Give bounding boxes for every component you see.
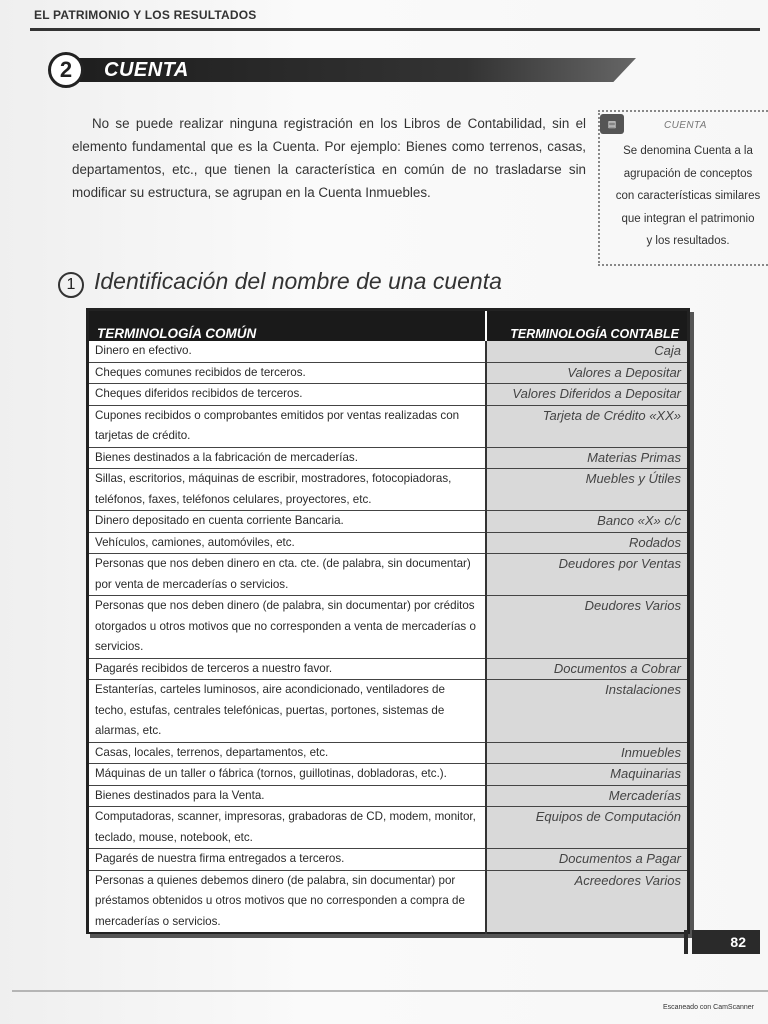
table-row [88, 384, 689, 406]
table-row [88, 849, 689, 871]
account-name-cell: Banco «X» c/c [486, 511, 689, 533]
common-term-cell: Bienes destinados a la fabricación de mercaderías. [88, 447, 487, 469]
common-term-cell: Pagarés de nuestra firma entregados a terceros. [88, 849, 487, 871]
account-name-cell: Deudores por Ventas [486, 554, 689, 596]
common-term-cell: Computadoras, scanner, impresoras, grabadoras de CD, modem, monitor, teclado, mouse, notebook, etc. [88, 807, 487, 849]
table-row [88, 658, 689, 680]
table-row [88, 764, 689, 786]
common-term-cell: Máquinas de un taller o fábrica (tornos, guillotinas, dobladoras, etc.). [88, 764, 487, 786]
account-name-cell: Instalaciones [486, 680, 689, 743]
account-name-cell: Muebles y Útiles [486, 469, 689, 511]
book-icon: ▤ [600, 114, 624, 134]
table-row [88, 785, 689, 807]
common-term-cell: Cheques diferidos recibidos de terceros. [88, 384, 487, 406]
table-row [88, 596, 689, 659]
account-name-cell: Materias Primas [486, 447, 689, 469]
account-name-cell: Inmuebles [486, 742, 689, 764]
common-term-cell: Cupones recibidos o comprobantes emitidos por ventas realizadas con tarjetas de crédito. [88, 405, 487, 447]
common-term-cell: Estanterías, carteles luminosos, aire acondicionado, ventiladores de techo, estufas, centrales telefónicas, puertas, portones, sistemas de alarmas, etc. [88, 680, 487, 743]
table-row [88, 807, 689, 849]
section-title: CUENTA [104, 59, 189, 81]
account-name-cell: Valores a Depositar [486, 362, 689, 384]
common-term-cell: Personas que nos deben dinero en cta. cte. (de palabra, sin documentar) por venta de mercaderías o servicios. [88, 554, 487, 596]
column-header-account: TERMINOLOGÍA CONTABLE [486, 310, 689, 342]
account-name-cell: Valores Diferidos a Depositar [486, 384, 689, 406]
table-row [88, 554, 689, 596]
sidebar-heading: CUENTA [664, 120, 707, 131]
table-row [88, 742, 689, 764]
common-term-cell: Dinero depositado en cuenta corriente Bancaria. [88, 511, 487, 533]
table-row [88, 680, 689, 743]
column-header-common: TERMINOLOGÍA COMÚN [88, 310, 487, 342]
common-term-cell: Personas a quienes debemos dinero (de palabra, sin documentar) por préstamos obtenidos u otros motivos que no corresponden a compra de mercaderías o servicios. [88, 870, 487, 933]
section-number: 2 [48, 52, 84, 88]
account-name-cell: Maquinarias [486, 764, 689, 786]
section-banner [48, 52, 636, 88]
account-name-cell: Deudores Varios [486, 596, 689, 659]
common-term-cell: Sillas, escritorios, máquinas de escribir, mostradores, fotocopiadoras, teléfonos, faxes, teléfonos celulares, proyectores, etc. [88, 469, 487, 511]
common-term-cell: Cheques comunes recibidos de terceros. [88, 362, 487, 384]
account-name-cell: Rodados [486, 532, 689, 554]
table-body [88, 341, 689, 933]
table-row [88, 870, 689, 933]
account-name-cell: Documentos a Cobrar [486, 658, 689, 680]
table-row [88, 469, 689, 511]
common-term-cell: Personas que nos deben dinero (de palabra, sin documentar) por créditos otorgados u otros motivos que no corresponden a venta de mercaderías o servicios. [88, 596, 487, 659]
table-row [88, 532, 689, 554]
subsection-title: Identificación del nombre de una cuenta [94, 268, 502, 294]
table-row [88, 341, 689, 362]
running-header: EL PATRIMONIO Y LOS RESULTADOS [34, 8, 257, 22]
common-term-cell: Casas, locales, terrenos, departamentos, etc. [88, 742, 487, 764]
page-number: 82 [692, 930, 760, 954]
table-row [88, 362, 689, 384]
account-name-cell: Tarjeta de Crédito «XX» [486, 405, 689, 447]
table-header-row [88, 310, 689, 342]
account-name-cell: Documentos a Pagar [486, 849, 689, 871]
header-rule [30, 28, 760, 31]
common-term-cell: Bienes destinados para la Venta. [88, 785, 487, 807]
account-name-cell: Equipos de Computación [486, 807, 689, 849]
intro-text: No se puede realizar ninguna registración en los Libros de Contabilidad, sin el elemento fundamental que es la Cuenta. Por ejemplo: Bienes como terrenos, casas, departamentos, etc., que tienen la característica en común de no trasladarse sin modificar su estructura, se agrupan en la Cuenta Inmuebles. [72, 116, 586, 200]
accounts-table [86, 308, 690, 934]
scanner-watermark: Escaneado con CamScanner [662, 1004, 754, 1011]
account-name-cell: Acreedores Varios [486, 870, 689, 933]
common-term-cell: Pagarés recibidos de terceros a nuestro favor. [88, 658, 487, 680]
common-term-cell: Vehículos, camiones, automóviles, etc. [88, 532, 487, 554]
bottom-rule [12, 990, 768, 992]
account-name-cell: Caja [486, 341, 689, 362]
account-name-cell: Mercaderías [486, 785, 689, 807]
intro-paragraph [72, 112, 586, 204]
table-row [88, 511, 689, 533]
table-row [88, 447, 689, 469]
table-row [88, 405, 689, 447]
sidebar-body: Se denomina Cuenta a la agrupación de conceptos con características similares que integran el patrimonio y los resultados. [615, 145, 761, 247]
subsection-number: 1 [58, 272, 84, 298]
definition-sidebar [598, 110, 768, 266]
common-term-cell: Dinero en efectivo. [88, 341, 487, 362]
